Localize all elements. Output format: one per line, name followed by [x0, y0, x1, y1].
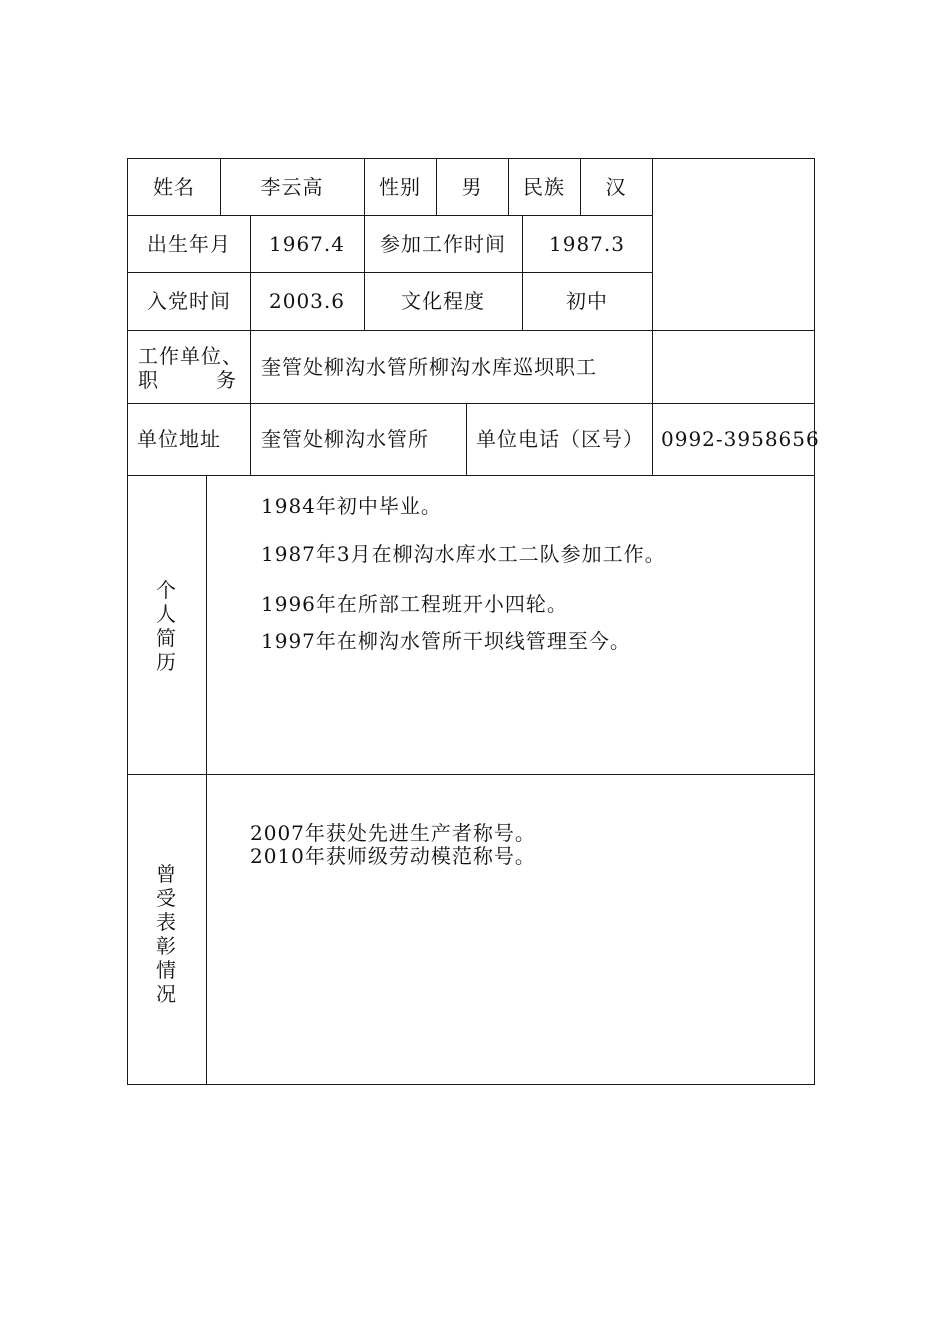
table-border-right — [814, 158, 815, 1085]
row-divider — [127, 330, 815, 331]
col-divider — [206, 475, 207, 1085]
phone-value: 0992-3958656 — [661, 427, 820, 451]
row-divider — [127, 272, 653, 273]
name-value: 李云高 — [260, 175, 324, 199]
row-divider — [127, 774, 815, 775]
table-border-left — [127, 158, 128, 1085]
work-start-label: 参加工作时间 — [380, 232, 506, 256]
phone-label: 单位电话（区号） — [476, 427, 644, 451]
resume-label: 个 人 简 历 — [156, 578, 176, 674]
photo-area-divider — [652, 158, 653, 330]
row-divider — [127, 475, 815, 476]
row-divider — [127, 215, 653, 216]
gender-value: 男 — [461, 175, 483, 199]
col-divider — [522, 215, 523, 330]
education-label: 文化程度 — [401, 289, 485, 313]
col-divider — [652, 330, 653, 475]
honors-label: 曾 受 表 彰 情 况 — [156, 862, 176, 1006]
table-border-top — [127, 158, 815, 159]
col-divider — [220, 158, 221, 215]
col-divider — [508, 158, 509, 215]
col-divider — [250, 215, 251, 475]
honors-entry: 2007年获处先进生产者称号。 — [250, 821, 536, 845]
address-value: 奎管处柳沟水管所 — [261, 427, 429, 451]
col-divider — [466, 403, 467, 475]
work-start-value: 1987.3 — [549, 232, 625, 256]
address-label: 单位地址 — [137, 427, 221, 451]
unit-value: 奎管处柳沟水管所柳沟水库巡坝职工 — [261, 355, 597, 379]
name-label: 姓名 — [153, 175, 195, 199]
gender-label: 性别 — [379, 175, 421, 199]
unit-label-line1: 工作单位、 — [138, 344, 243, 368]
birth-label: 出生年月 — [147, 232, 231, 256]
resume-entry: 1996年在所部工程班开小四轮。 — [261, 592, 568, 616]
col-divider — [580, 158, 581, 215]
ethnicity-label: 民族 — [523, 175, 565, 199]
party-label: 入党时间 — [147, 289, 231, 313]
table-border-bottom — [127, 1084, 815, 1085]
row-divider — [127, 403, 815, 404]
ethnicity-value: 汉 — [605, 175, 627, 199]
education-value: 初中 — [566, 289, 608, 313]
col-divider — [364, 158, 365, 330]
party-value: 2003.6 — [269, 289, 345, 313]
col-divider — [436, 158, 437, 215]
resume-entry: 1984年初中毕业。 — [261, 494, 442, 518]
unit-label-duty: 务 — [216, 368, 237, 392]
resume-entry: 1987年3月在柳沟水库水工二队参加工作。 — [261, 542, 666, 566]
resume-entry: 1997年在柳沟水管所干坝线管理至今。 — [261, 629, 631, 653]
honors-entry: 2010年获师级劳动模范称号。 — [250, 844, 536, 868]
unit-label-position: 职 — [138, 368, 159, 392]
birth-value: 1967.4 — [269, 232, 345, 256]
